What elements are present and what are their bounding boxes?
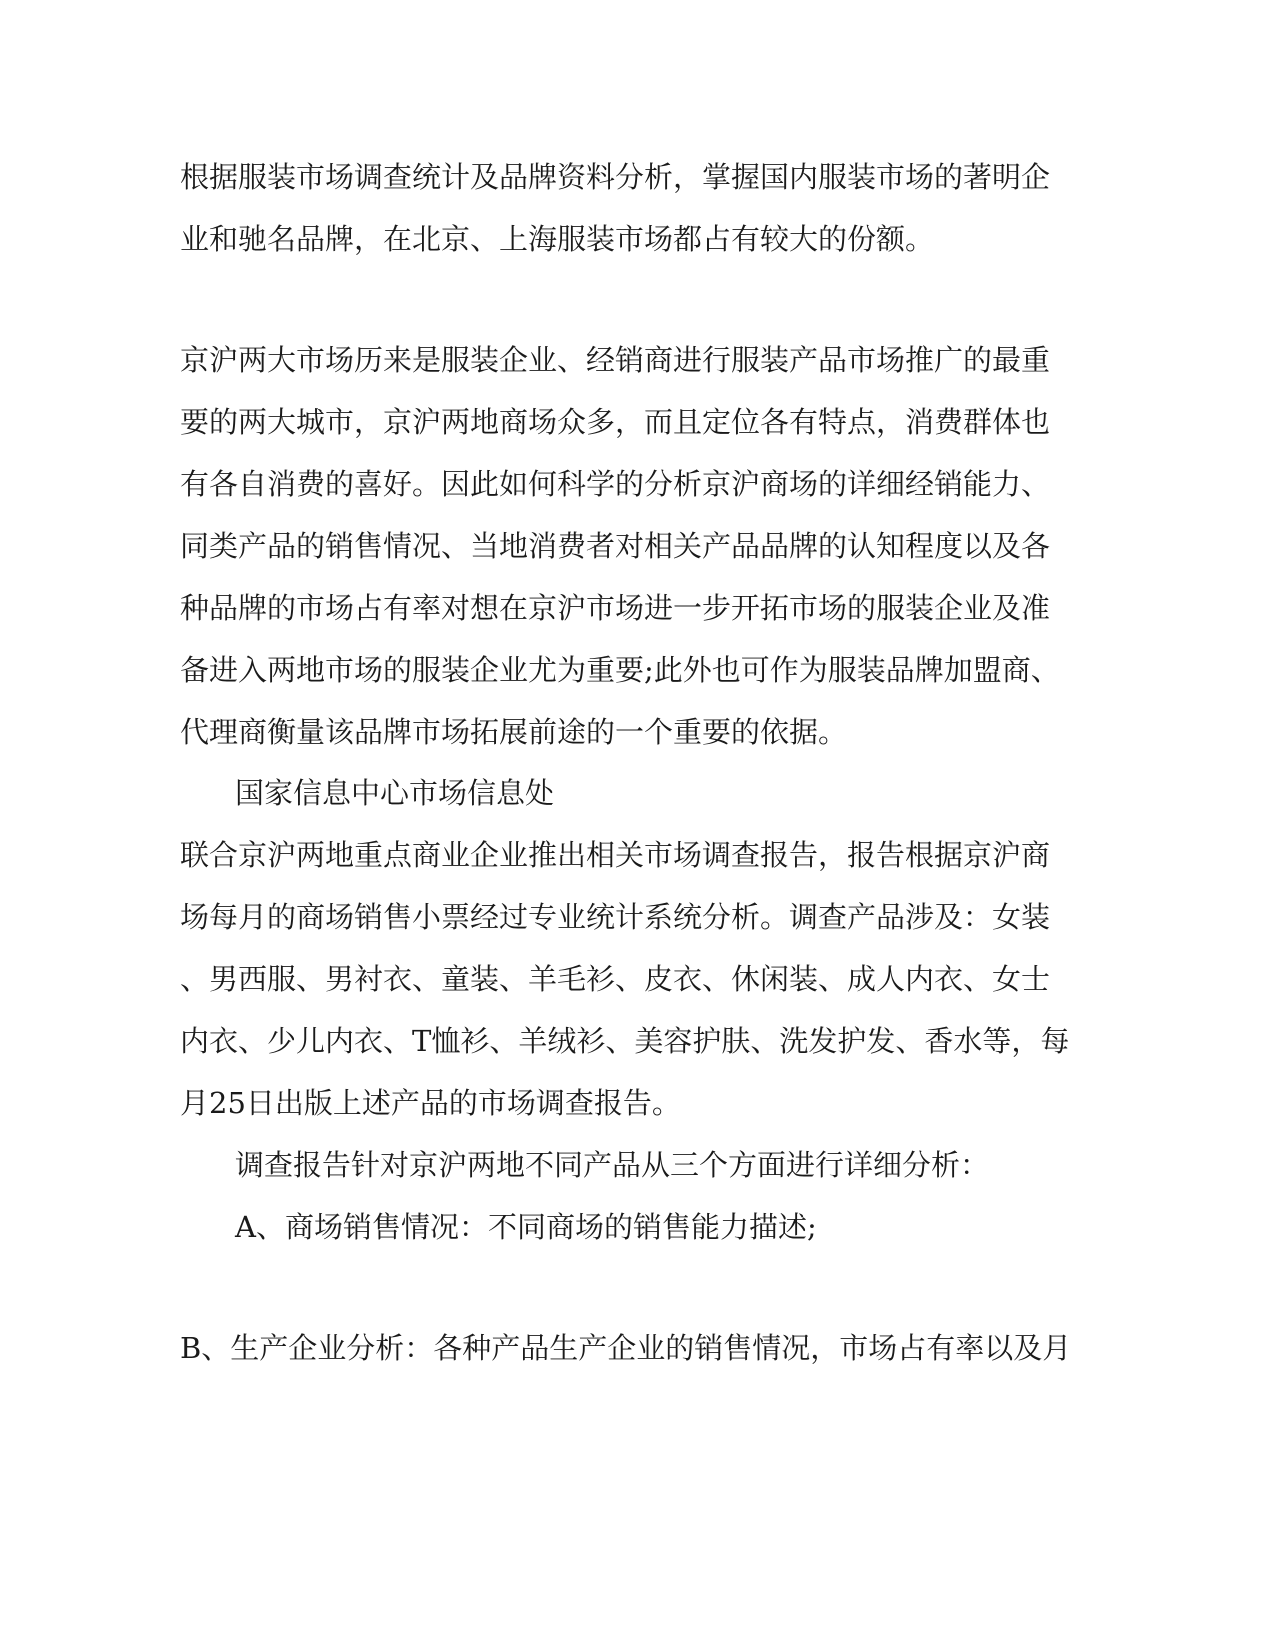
section-heading: 国家信息中心市场信息处	[235, 776, 555, 810]
list-item-b: B、生产企业分析：各种产品生产企业的销售情况，市场占有率以及月	[180, 1331, 1072, 1365]
paragraph-line: 联合京沪两地重点商业企业推出相关市场调查报告，报告根据京沪商	[180, 838, 1051, 872]
paragraph-line: 根据服装市场调查统计及品牌资料分析，掌握国内服装市场的著明企	[180, 160, 1051, 194]
paragraph-line: 备进入两地市场的服装企业尤为重要;此外也可作为服装品牌加盟商、	[180, 653, 1060, 687]
paragraph-line: 调查报告针对京沪两地不同产品从三个方面进行详细分析：	[235, 1148, 990, 1182]
paragraph-line: 同类产品的销售情况、当地消费者对相关产品品牌的认知程度以及各	[180, 529, 1051, 563]
paragraph-line: 月25日出版上述产品的市场调查报告。	[180, 1086, 681, 1120]
paragraph-line: 场每月的商场销售小票经过专业统计系统分析。调查产品涉及：女装	[180, 900, 1051, 934]
paragraph-line: 内衣、少儿内衣、T恤衫、羊绒衫、美容护肤、洗发护发、香水等，每	[180, 1024, 1070, 1058]
paragraph-line: 京沪两大市场历来是服装企业、经销商进行服装产品市场推广的最重	[180, 343, 1051, 377]
paragraph-line: 、男西服、男衬衣、童装、羊毛衫、皮衣、休闲装、成人内衣、女士	[180, 962, 1051, 996]
paragraph-line: 代理商衡量该品牌市场拓展前途的一个重要的依据。	[180, 715, 848, 749]
paragraph-line: 业和驰名品牌，在北京、上海服装市场都占有较大的份额。	[180, 222, 935, 256]
list-item-a: A、商场销售情况：不同商场的销售能力描述;	[235, 1210, 817, 1244]
paragraph-line: 种品牌的市场占有率对想在京沪市场进一步开拓市场的服装企业及准	[180, 591, 1051, 625]
paragraph-line: 有各自消费的喜好。因此如何科学的分析京沪商场的详细经销能力、	[180, 467, 1051, 501]
paragraph-line: 要的两大城市，京沪两地商场众多，而且定位各有特点，消费群体也	[180, 405, 1051, 439]
